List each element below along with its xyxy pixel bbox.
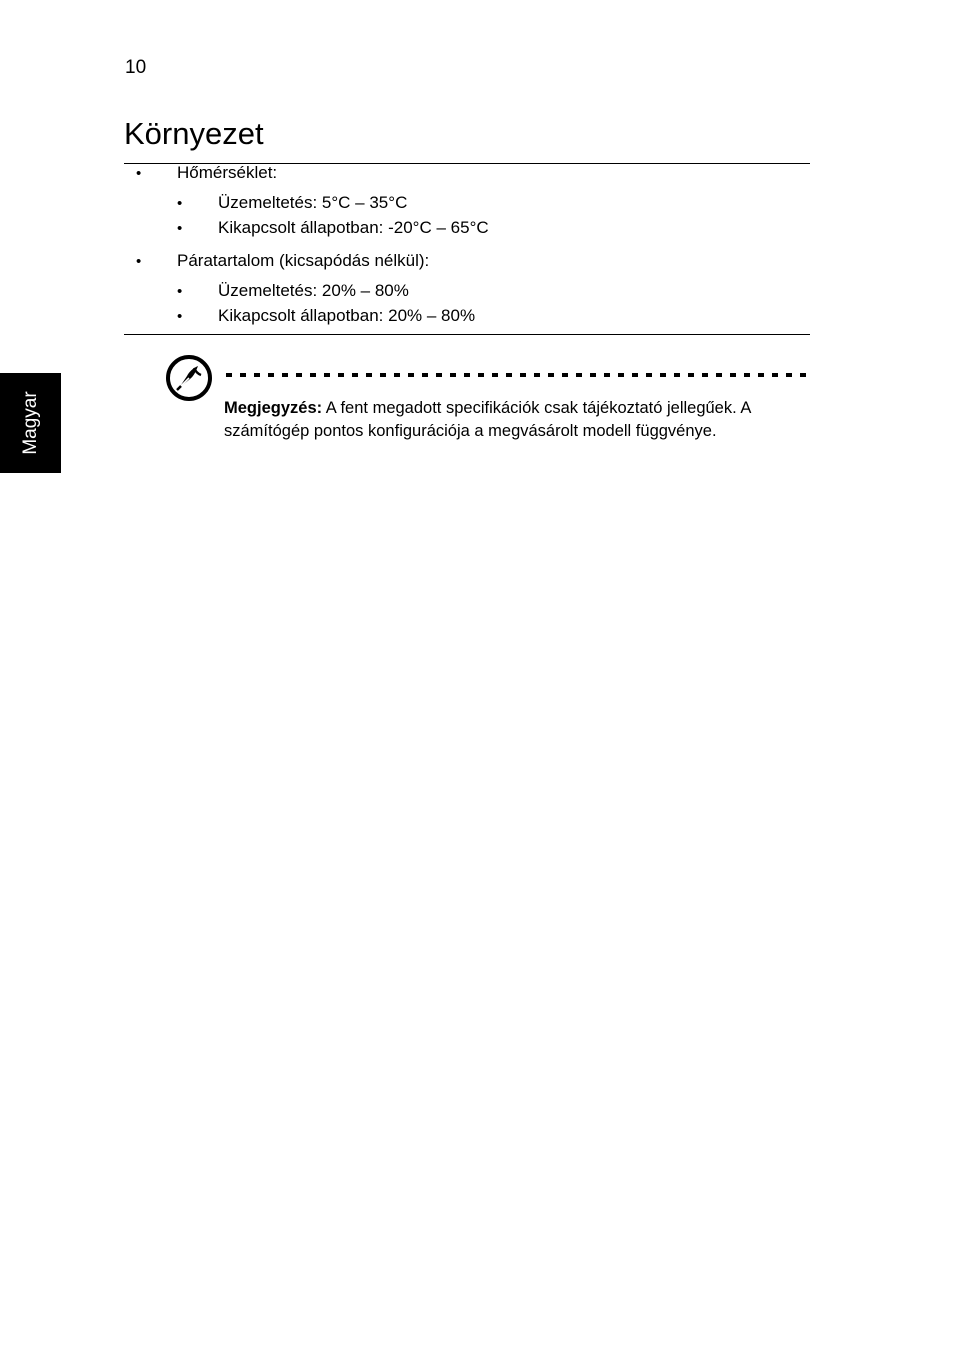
spec-bottom-rule (124, 334, 810, 335)
bullet: • (177, 220, 183, 237)
spec-temperature-label: Hőmérséklet: (177, 163, 278, 182)
language-tab-label: Magyar (19, 391, 41, 455)
spec-humidity-off: Kikapcsolt állapotban: 20% – 80% (218, 306, 476, 325)
bullet: • (177, 308, 183, 325)
spec-temperature-operating: Üzemeltetés: 5°C – 35°C (218, 193, 408, 212)
spec-humidity-operating: Üzemeltetés: 20% – 80% (218, 281, 409, 300)
page-title: Környezet (124, 116, 264, 151)
bullet: • (177, 195, 183, 212)
bullet: • (136, 253, 142, 270)
note-pen-icon (165, 354, 213, 402)
bullet: • (177, 283, 183, 300)
note-text (224, 397, 810, 443)
page-number: 10 (125, 57, 147, 78)
spec-temperature-off: Kikapcsolt állapotban: -20°C – 65°C (218, 218, 489, 237)
language-tab (0, 373, 61, 473)
spec-humidity-label: Páratartalom (kicsapódás nélkül): (177, 251, 430, 270)
bullet: • (136, 165, 142, 182)
note-label: Megjegyzés: (224, 399, 323, 417)
note-divider (224, 372, 810, 378)
note-body: A fent megadott specifikációk csak tájékoztató jellegűek. A számítógép pontos konfigurációja a megvásárolt modell függvénye. (224, 399, 751, 440)
